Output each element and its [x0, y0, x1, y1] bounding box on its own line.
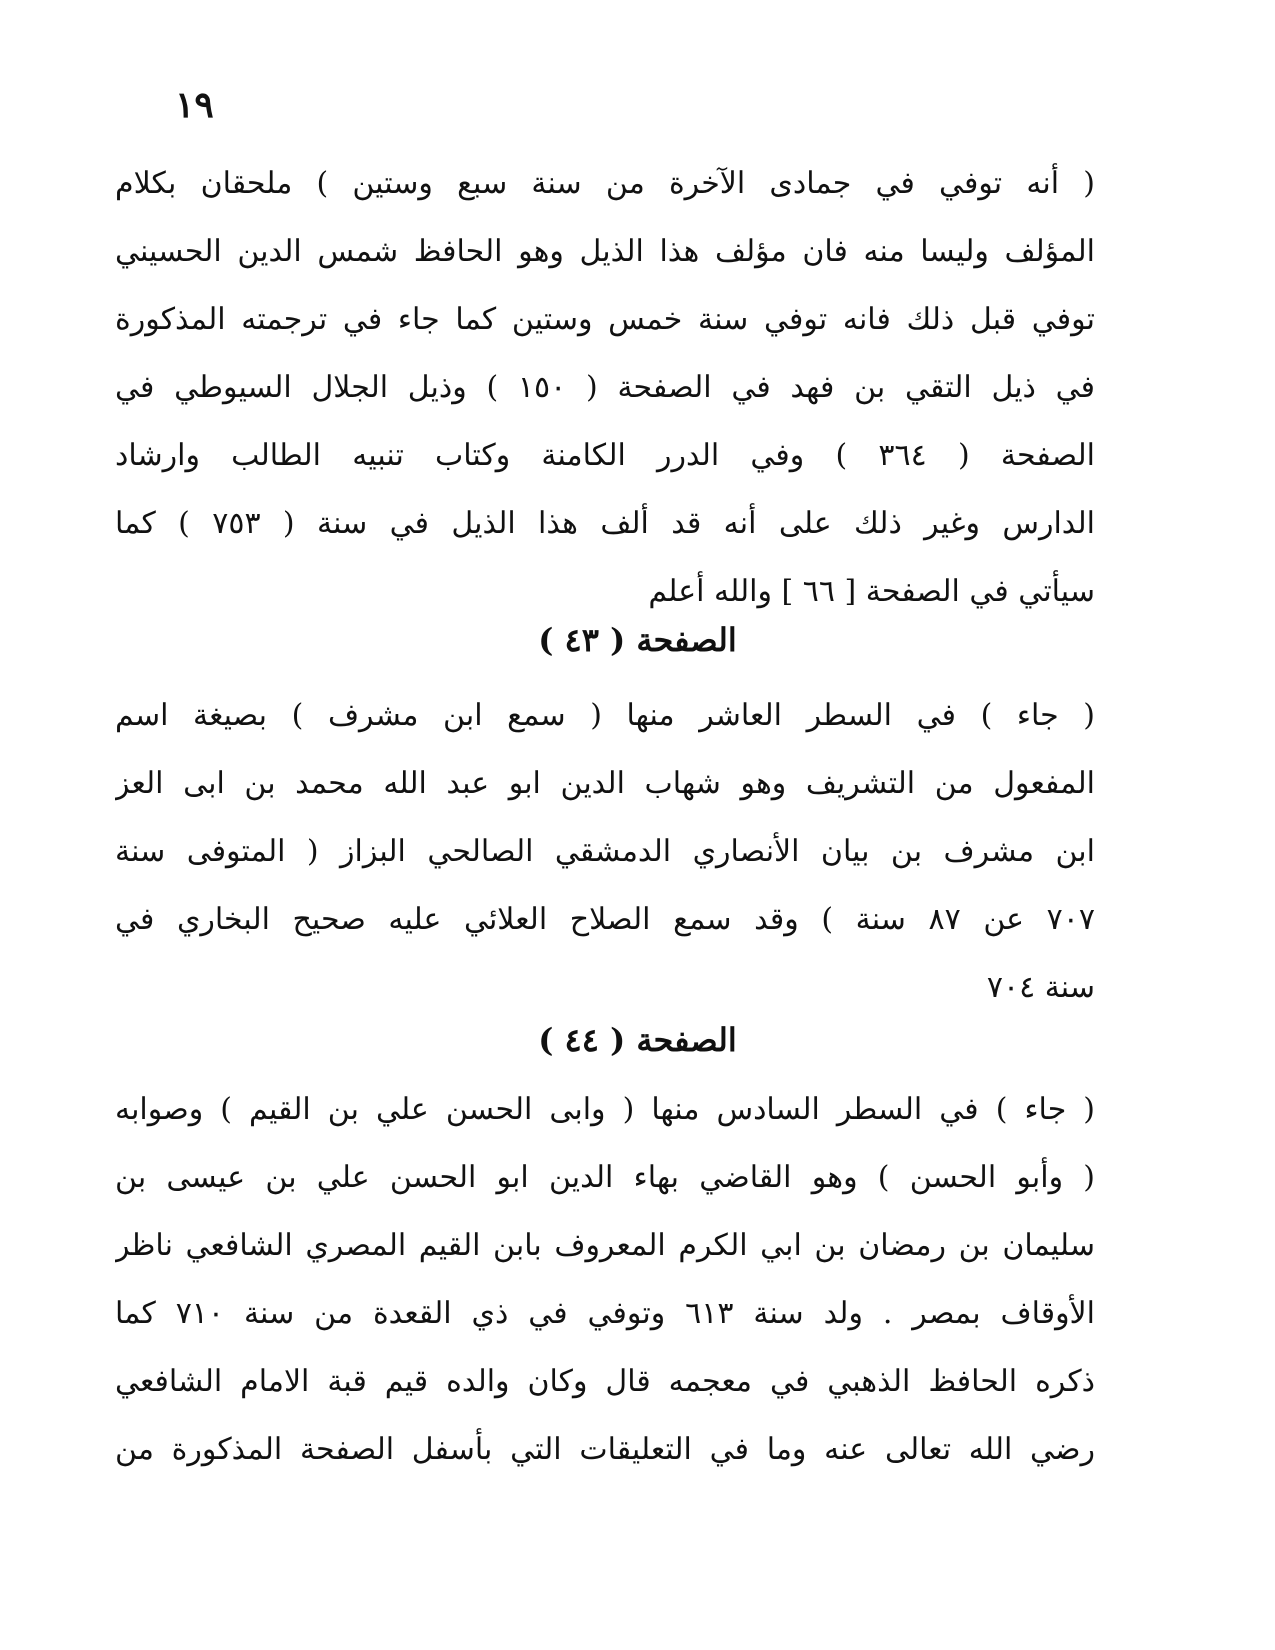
section-heading-page-44: الصفحة ( ٤٤ ) [538, 1021, 737, 1059]
text-line: ( جاء ) في السطر السادس منها ( وابى الحسن علي بن القيم ) وصوابه [115, 1092, 1095, 1127]
text-line: المفعول من التشريف وهو شهاب الدين ابو عبد الله محمد بن ابى العز [115, 766, 1095, 801]
text-line: ذكره الحافظ الذهبي في معجمه قال وكان والده قيم قبة الامام الشافعي [115, 1364, 1095, 1399]
text-line: سنة ٧٠٤ [986, 970, 1095, 1005]
paragraph-2 [115, 682, 1095, 1022]
text-line: ابن مشرف بن بيان الأنصاري الدمشقي الصالحي البزاز ( المتوفى سنة [115, 834, 1095, 869]
text-line: المؤلف وليسا منه فان مؤلف هذا الذيل وهو الحافظ شمس الدين الحسيني [115, 234, 1095, 269]
paragraph-1 [115, 150, 1095, 626]
text-line: الأوقاف بمصر . ولد سنة ٦١٣ وتوفي في ذي القعدة من سنة ٧١٠ كما [115, 1296, 1095, 1331]
text-line: رضي الله تعالى عنه وما في التعليقات التي بأسفل الصفحة المذكورة من [115, 1432, 1095, 1467]
text-line: ( جاء ) في السطر العاشر منها ( سمع ابن مشرف ) بصيغة اسم [115, 698, 1095, 733]
paragraph-3 [115, 1076, 1095, 1484]
text-line: ٧٠٧ عن ٨٧ سنة ) وقد سمع الصلاح العلائي عليه صحيح البخاري في [115, 902, 1095, 937]
section-heading-page-43: الصفحة ( ٤٣ ) [538, 621, 737, 659]
text-line: سليمان بن رمضان بن ابي الكرم المعروف بابن القيم المصري الشافعي ناظر [115, 1228, 1095, 1263]
text-line: ( وأبو الحسن ) وهو القاضي بهاء الدين ابو الحسن علي بن عيسى بن [115, 1160, 1095, 1195]
page-number: ١٩ [175, 84, 214, 126]
text-line: ( أنه توفي في جمادى الآخرة من سنة سبع وستين ) ملحقان بكلام [115, 166, 1095, 201]
text-line: سيأتي في الصفحة [ ٦٦ ] والله أعلم [648, 574, 1095, 609]
text-line: في ذيل التقي بن فهد في الصفحة ( ١٥٠ ) وذيل الجلال السيوطي في [115, 370, 1095, 405]
text-line: الصفحة ( ٣٦٤ ) وفي الدرر الكامنة وكتاب تنبيه الطالب وارشاد [115, 438, 1095, 473]
text-line: الدارس وغير ذلك على أنه قد ألف هذا الذيل في سنة ( ٧٥٣ ) كما [115, 506, 1095, 541]
text-line: توفي قبل ذلك فانه توفي سنة خمس وستين كما جاء في ترجمته المذكورة [115, 302, 1095, 337]
